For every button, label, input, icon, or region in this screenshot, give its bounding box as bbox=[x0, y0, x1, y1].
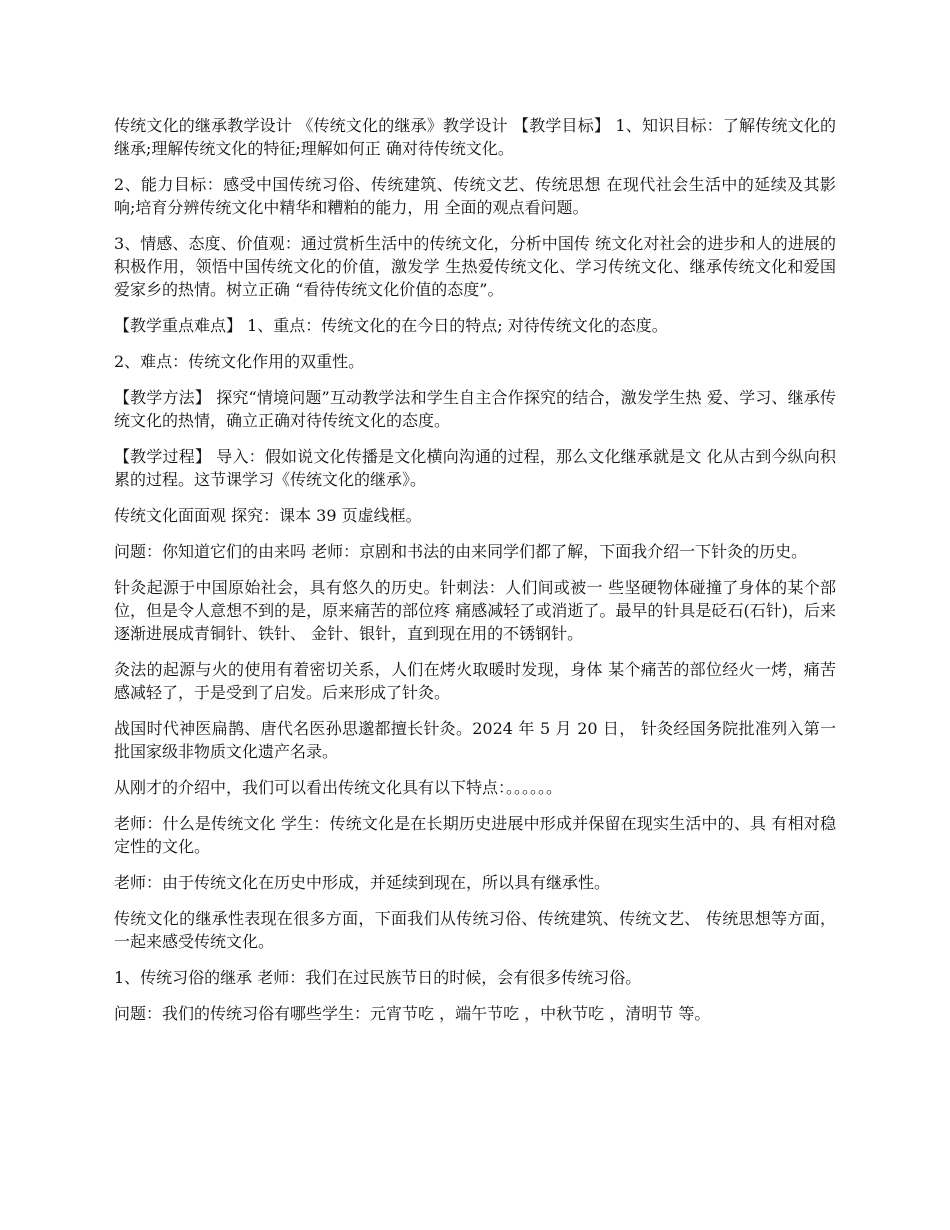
paragraph-customs: 1、传统习俗的继承 老师：我们在过民族节日的时候，会有很多传统习俗。 bbox=[114, 968, 642, 987]
paragraph-inheritance: 老师：由于传统文化在历史中形成，并延续到现在，所以具有继承性。 bbox=[114, 873, 611, 892]
paragraph-acupuncture: 针灸起源于中国原始社会，具有悠久的历史。针刺法：人们间或被一 些坚硬物体碰撞了身体的某个部位，但是令人意想不到的是，原来痛苦的部位疼 痛感减轻了或消逝了。最早的针具是砭石(石针)，后来逐渐进展成青铜针、铁针、 金针、银针，直到现在用的不锈钢针。 bbox=[114, 578, 836, 643]
paragraph-key-points: 【教学重点难点】 1、重点：传统文化的在今日的特点; 对待传统文化的态度。 bbox=[114, 316, 668, 335]
paragraph-question-origin: 问题：你知道它们的由来吗 老师：京剧和书法的由来同学们都了解，下面我介绍一下针灸的历史。 bbox=[114, 542, 808, 561]
paragraph-heritage: 战国时代神医扁鹊、唐代名医孙思邈都擅长针灸。2024 年 5 月 20 日， 针灸经国务院批准列入第一批国家级非物质文化遗产名录。 bbox=[114, 719, 836, 761]
paragraph-moxibustion: 灸法的起源与火的使用有着密切关系，人们在烤火取暖时发现，身体 某个痛苦的部位经火一烤，痛苦感减轻了，于是受到了启发。后来形成了针灸。 bbox=[114, 660, 836, 702]
paragraph-aspects: 传统文化的继承性表现在很多方面，下面我们从传统习俗、传统建筑、传统文艺、 传统思想等方面，一起来感受传统文化。 bbox=[114, 909, 836, 951]
document-body bbox=[114, 114, 836, 1038]
paragraph-teaching-process: 【教学过程】 导入：假如说文化传播是文化横向沟通的过程，那么文化继承就是文 化从古到今纵向积累的过程。这节课学习《传统文化的继承》。 bbox=[114, 447, 836, 489]
paragraph-emotion-objective: 3、情感、态度、价值观：通过赏析生活中的传统文化，分析中国传 统文化对社会的进步和人的进展的积极作用，领悟中国传统文化的价值，激发学 生热爱传统文化、学习传统文化、继承传统文化和爱国爱家乡的热情。树立正确 “看待传统文化价值的态度”。 bbox=[114, 234, 836, 299]
paragraph-title-objectives: 传统文化的继承教学设计 《传统文化的继承》教学设计 【教学目标】 1、知识目标：了解传统文化的继承;理解传统文化的特征;理解如何正 确对待传统文化。 bbox=[114, 116, 836, 158]
paragraph-difficulty: 2、难点：传统文化作用的双重性。 bbox=[114, 352, 365, 371]
paragraph-ability-objective: 2、能力目标：感受中国传统习俗、传统建筑、传统文艺、传统思想 在现代社会生活中的延续及其影响;培育分辨传统文化中精华和糟粕的能力，用 全面的观点看问题。 bbox=[114, 175, 836, 217]
paragraph-definition: 老师：什么是传统文化 学生：传统文化是在长期历史进展中形成并保留在现实生活中的、具 有相对稳定性的文化。 bbox=[114, 814, 836, 856]
paragraph-explore: 传统文化面面观 探究：课本 39 页虚线框。 bbox=[114, 506, 422, 525]
paragraph-customs-question: 问题：我们的传统习俗有哪些学生：元宵节吃 ，端午节吃 ，中秋节吃 ，清明节 等。 bbox=[114, 1004, 711, 1023]
paragraph-teaching-method: 【教学方法】 探究“情境问题”互动教学法和学生自主合作探究的结合，激发学生热 爱、学习、继承传统文化的热情，确立正确对待传统文化的态度。 bbox=[114, 388, 836, 430]
paragraph-features: 从刚才的介绍中，我们可以看出传统文化具有以下特点：。。。。。。 bbox=[114, 778, 563, 797]
